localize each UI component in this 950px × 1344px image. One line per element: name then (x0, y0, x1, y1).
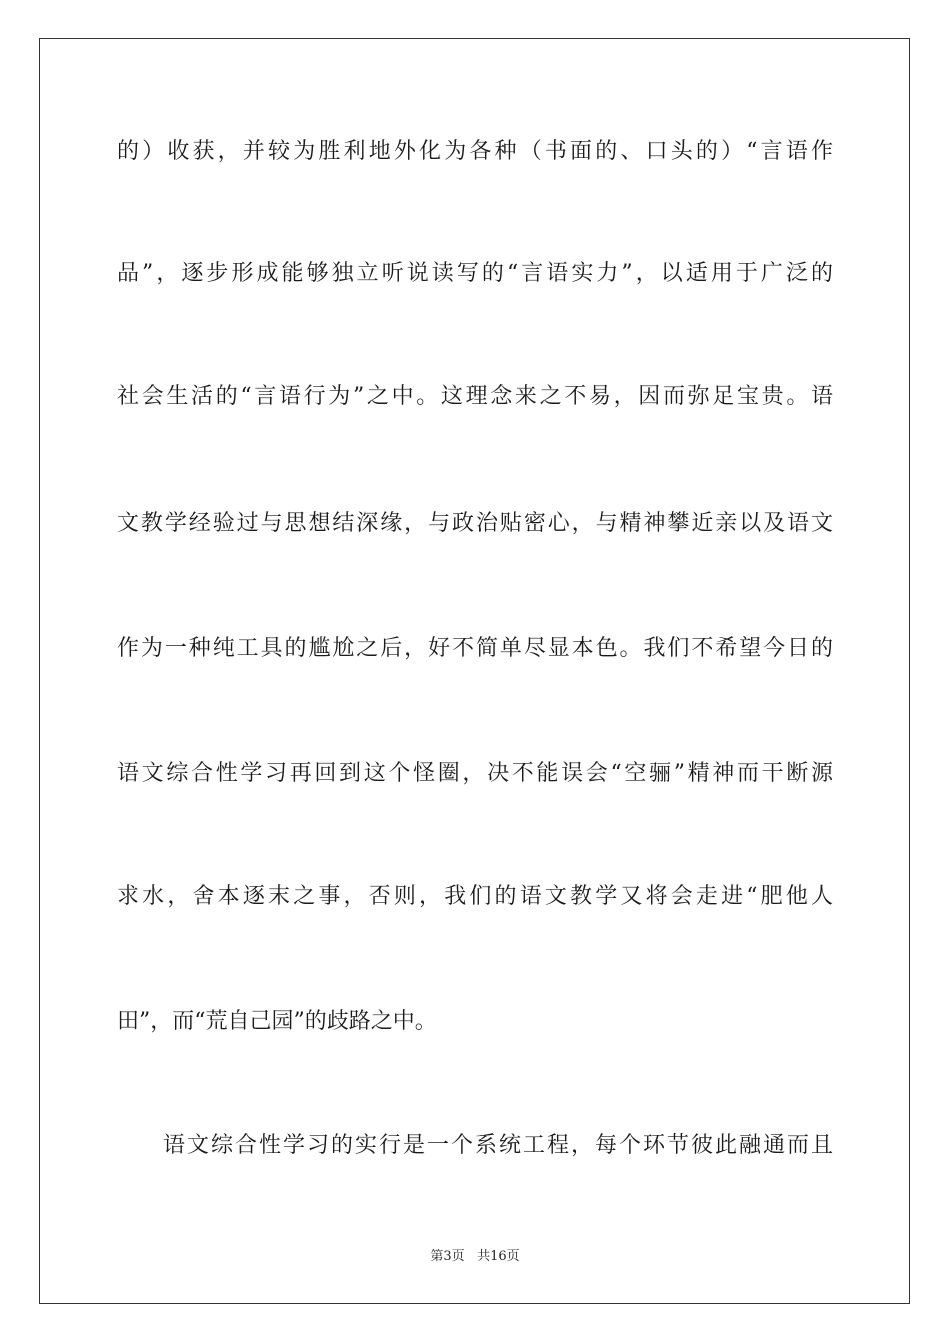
text-line-9: 语文综合性学习的实行是一个系统工程，每个环节彼此融通而且 (163, 1133, 833, 1158)
text-line-4: 文教学经验过与思想结深缘，与政治贴密心，与精神攀近亲以及语文 (117, 511, 833, 536)
text-line-2: 品”，逐步形成能够独立听说读写的“言语实力”，以适用于广泛的 (117, 261, 833, 286)
text-line-3: 社会生活的“言语行为”之中。这理念来之不易，因而弥足宝贵。语 (117, 384, 833, 409)
text-line-5: 作为一种纯工具的尴尬之后，好不简单尽显本色。我们不希望今日的 (117, 636, 833, 661)
text-line-8: 田”，而“荒自己园”的歧路之中。 (117, 1009, 437, 1034)
page-footer (0, 1245, 950, 1264)
total-pages: 共16页 (477, 1249, 520, 1264)
text-line-7: 求水，舍本逐末之事，否则，我们的语文教学又将会走进“肥他人 (117, 884, 833, 909)
page-border (39, 38, 910, 1304)
text-line-1: 的）收获，并较为胜利地外化为各种（书面的、口头的）“言语作 (117, 139, 833, 164)
text-line-6: 语文综合性学习再回到这个怪圈，决不能误会“空骊”精神而干断源 (117, 761, 833, 786)
page-number: 第3页 (430, 1249, 465, 1264)
